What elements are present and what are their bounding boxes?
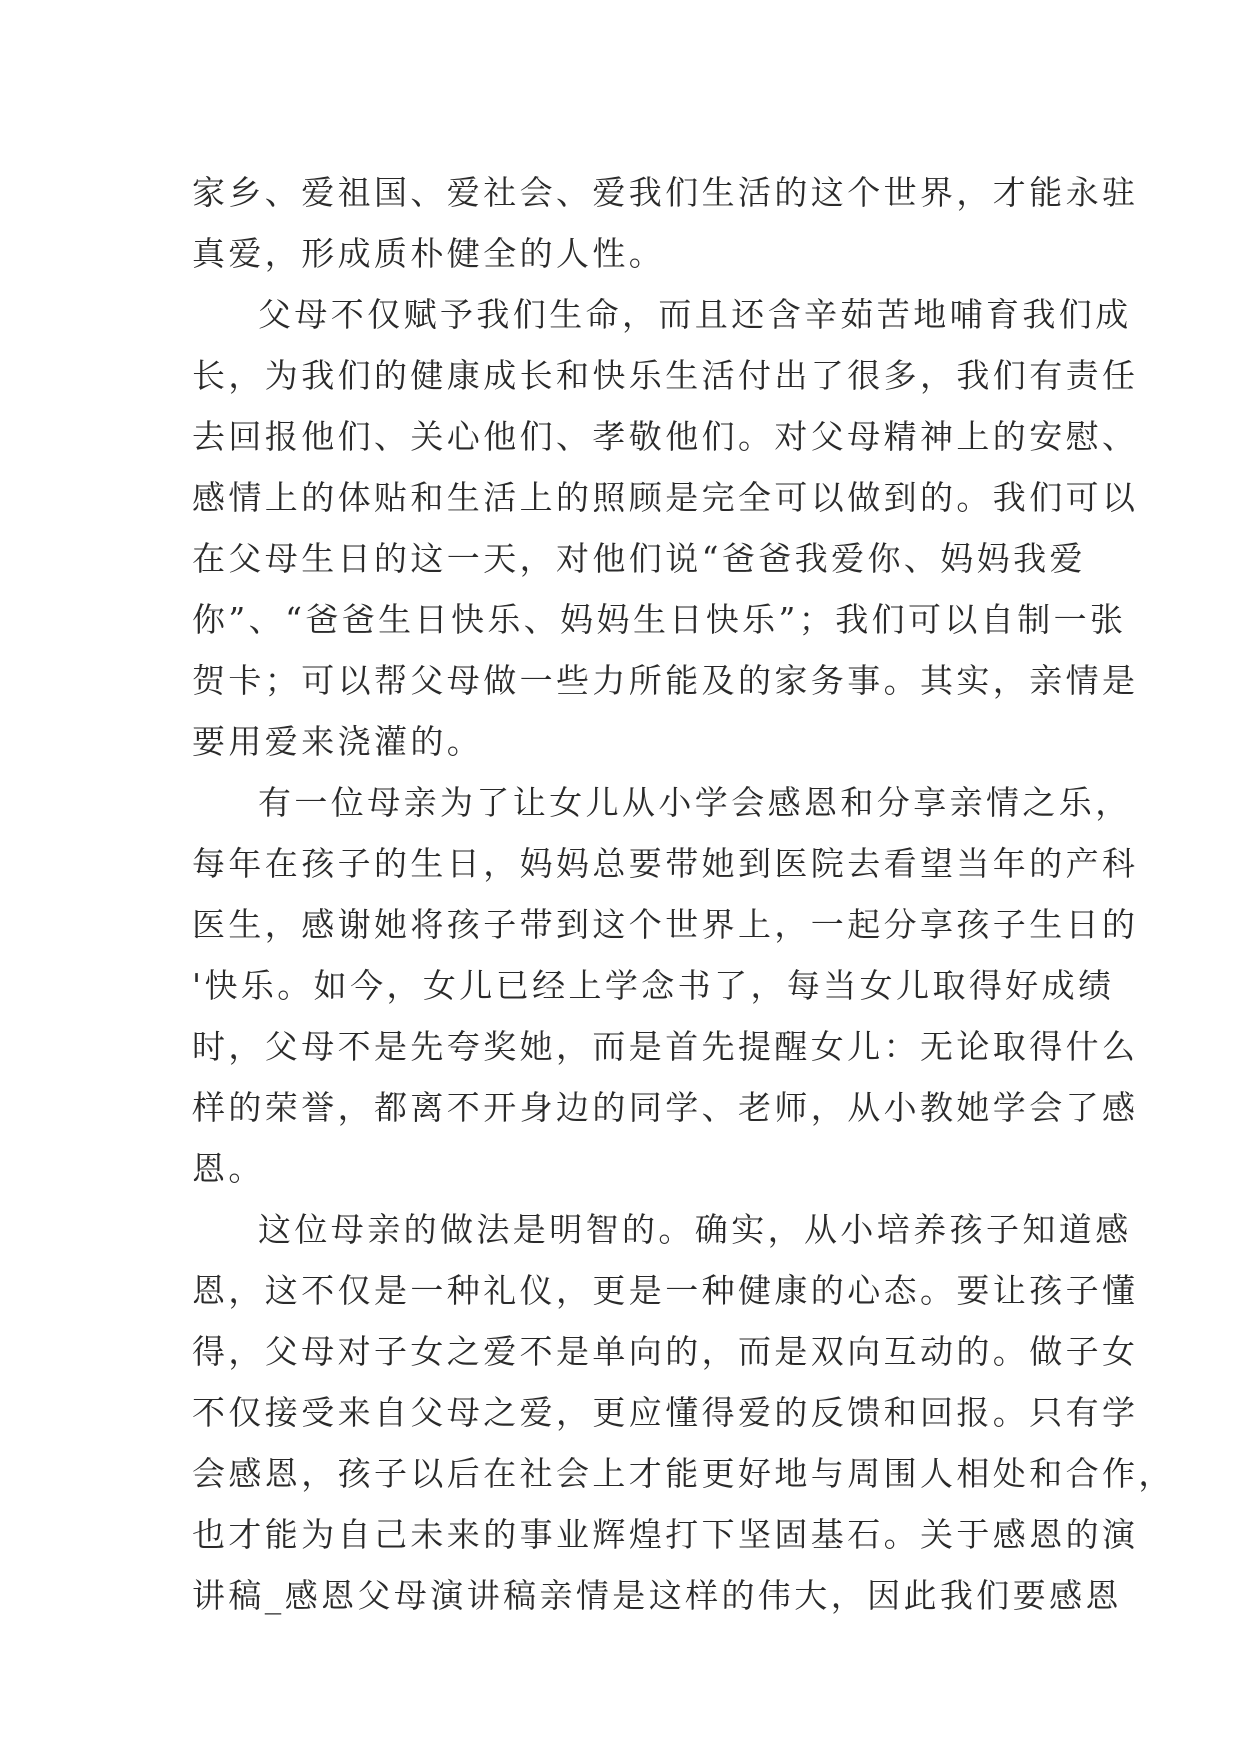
text-line: 家乡、爱祖国、爱社会、爱我们生活的这个世界，才能永驻 <box>192 173 1139 212</box>
text-line: 感情上的体贴和生活上的照顾是完全可以做到的。我们可以 <box>192 478 1139 517</box>
text-line: 每年在孩子的生日，妈妈总要带她到医院去看望当年的产科 <box>192 844 1139 883</box>
text-line: '快乐。如今，女儿已经上学念书了，每当女儿取得好成绩 <box>192 966 1115 1005</box>
text-line: 恩，这不仅是一种礼仪，更是一种健康的心态。要让孩子懂 <box>192 1271 1139 1310</box>
text-line: 在父母生日的这一天，对他们说“爸爸我爱你、妈妈我爱 <box>192 539 1086 578</box>
text-line: 你”、“爸爸生日快乐、妈妈生日快乐”；我们可以自制一张 <box>192 600 1127 639</box>
paragraph-first-line: 这位母亲的做法是明智的。确实，从小培养孩子知道感 <box>258 1210 1132 1249</box>
text-line: 讲稿_感恩父母演讲稿亲情是这样的伟大，因此我们要感恩 <box>192 1576 1122 1615</box>
text-line: 得，父母对子女之爱不是单向的，而是双向互动的。做子女 <box>192 1332 1139 1371</box>
text-line: 样的荣誉，都离不开身边的同学、老师，从小教她学会了感 <box>192 1088 1139 1127</box>
text-line: 医生，感谢她将孩子带到这个世界上，一起分享孩子生日的 <box>192 905 1139 944</box>
text-line: 时，父母不是先夸奖她，而是首先提醒女儿：无论取得什么 <box>192 1027 1139 1066</box>
text-line: 贺卡；可以帮父母做一些力所能及的家务事。其实，亲情是 <box>192 661 1139 700</box>
text-line: 也才能为自己未来的事业辉煌打下坚固基石。关于感恩的演 <box>192 1515 1139 1554</box>
body-text <box>192 162 1175 1626</box>
text-line: 长，为我们的健康成长和快乐生活付出了很多，我们有责任 <box>192 356 1139 395</box>
text-line: 真爱，形成质朴健全的人性。 <box>192 234 666 273</box>
text-line: 会感恩，孩子以后在社会上才能更好地与周围人相处和合作， <box>192 1454 1175 1493</box>
text-line: 去回报他们、关心他们、孝敬他们。对父母精神上的安慰、 <box>192 417 1139 456</box>
text-line: 不仅接受来自父母之爱，更应懂得爱的反馈和回报。只有学 <box>192 1393 1139 1432</box>
text-line: 要用爱来浇灌的。 <box>192 722 484 761</box>
paragraph-first-line: 有一位母亲为了让女儿从小学会感恩和分享亲情之乐， <box>258 783 1132 822</box>
text-line: 恩。 <box>192 1149 265 1188</box>
paragraph-first-line: 父母不仅赋予我们生命，而且还含辛茹苦地哺育我们成 <box>258 295 1132 334</box>
